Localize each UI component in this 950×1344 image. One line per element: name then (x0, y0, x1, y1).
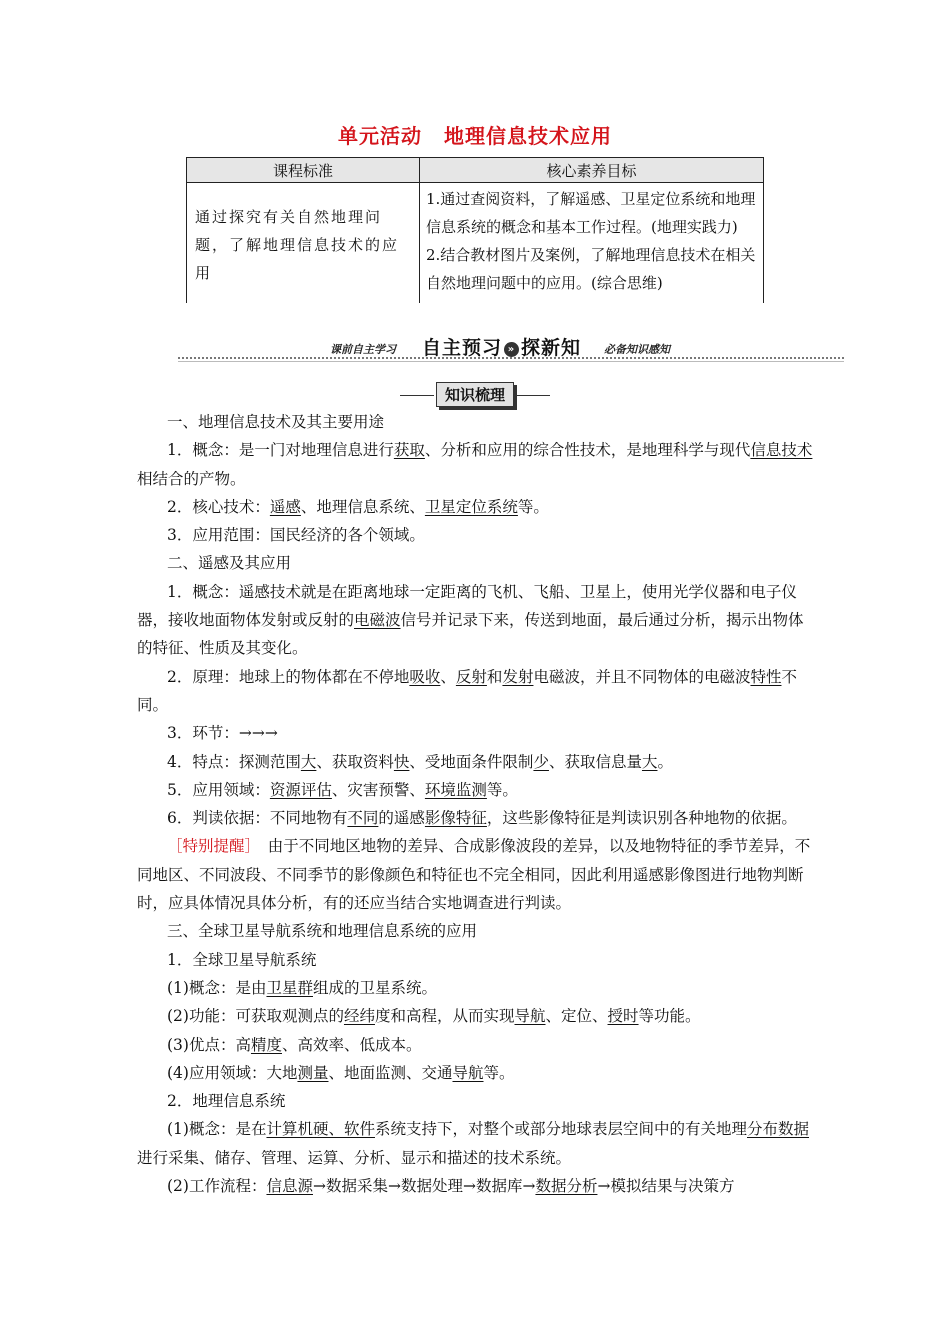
s2-concept: 1．概念：遥感技术就是在距离地球一定距离的飞机、飞船、卫星上，使用光学仪器和电子仪器，接收地面物体发射或反射的电磁波信号并记录下来，传送到地面，最后通过分析，揭示出物体的特征、性质及其变化。 (137, 582, 804, 658)
reminder-text: 由于不同地区地物的差异、合成影像波段的差异，以及地物特征的季节差异，不同地区、不同波段、不同季节的影像颜色和特征也不完全相同，因此利用遥感影像图进行地物判断时，应具体情况具体分析，有的还应当结合实地调查进行判读。 (137, 837, 811, 913)
blank-answer: 信息源 (266, 1177, 313, 1196)
s1-scope: 3．应用范围：国民经济的各个领域。 (167, 526, 425, 545)
goals-cell (420, 183, 764, 304)
blank-answer: 计算机硬、软件 (266, 1120, 375, 1139)
knowledge-content (137, 408, 817, 1200)
blank-answer: 环境监测 (424, 780, 487, 799)
section-tag (0, 382, 950, 407)
s2-principle: 2．原理：地球上的物体都在不停地吸收、反射和发射电磁波，并且不同物体的电磁波特性不同。 (137, 667, 797, 714)
section-banner (178, 333, 844, 363)
s1-heading: 一、地理信息技术及其主要用途 (167, 413, 385, 431)
banner-title-left: 自主预习 (422, 337, 503, 359)
blank-answer: 影像特征 (424, 809, 487, 828)
blank-answer: 少 (533, 752, 549, 771)
blank-answer: 授时 (607, 1007, 639, 1026)
s3-heading: 三、全球卫星导航系统和地理信息系统的应用 (167, 922, 478, 941)
blank-answer: 大 (641, 752, 658, 771)
special-reminder (137, 832, 817, 917)
blank-answer: 导航 (514, 1007, 546, 1026)
gnss-concept: (1)概念：是由卫星群组成的卫星系统。 (167, 978, 437, 997)
s3-sub1: 1．全球卫星导航系统 (167, 950, 317, 969)
s2-steps: 3．环节：→→→ (167, 724, 278, 743)
blank-answer: 精度 (250, 1035, 282, 1054)
table-header-goals: 核心素养目标 (420, 158, 764, 183)
banner-title-right: 探新知 (521, 337, 582, 359)
blank-answer: 反射 (455, 667, 487, 686)
gis-concept: (1)概念：是在计算机硬、软件系统支持下，对整个或部分地球表层空间中的有关地理分布数据进行采集、储存、管理、运算、分析、显示和描述的技术系统。 (137, 1120, 810, 1167)
blank-answer: 分布数据 (747, 1120, 810, 1139)
reminder-label: ［特别提醒］ (167, 837, 253, 856)
banner-rule (178, 361, 844, 362)
tag-right-line (516, 395, 550, 396)
blank-answer: 信息技术 (750, 441, 813, 460)
blank-answer: 遥感 (269, 497, 301, 516)
standard-text: 通过探究有关自然地理问题，了解地理信息技术的应用 (187, 183, 420, 304)
title-part1: 单元活动 (338, 124, 422, 148)
goal-2: 2.结合教材图片及案例，了解地理信息技术在相关自然地理问题中的应用。(综合思维) (426, 246, 756, 292)
s2-heading: 二、遥感及其应用 (167, 554, 292, 573)
blank-answer: 经纬 (343, 1007, 375, 1026)
gnss-function: (2)功能：可获取观测点的经纬度和高程，从而实现导航、定位、授时等功能。 (167, 1007, 701, 1026)
tag-label: 知识梳理 (436, 382, 514, 407)
blank-answer: 特性 (750, 667, 782, 686)
blank-answer: 卫星群 (266, 978, 313, 997)
blank-answer: 获取 (393, 441, 425, 460)
gnss-advantages: (3)优点：高精度、高效率、低成本。 (167, 1035, 422, 1054)
goal-1: 1.通过查阅资料，了解遥感、卫星定位系统和地理信息系统的概念和基本工作过程。(地理实践力) (426, 190, 756, 236)
s1-concept: 1．概念：是一门对地理信息进行获取、分析和应用的综合性技术，是地理科学与现代信息技术相结合的产物。 (137, 441, 813, 488)
blank-answer: 电磁波 (354, 611, 401, 630)
s2-features: 4．特点：探测范围大、获取资料快、受地面条件限制少、获取信息量大。 (167, 752, 673, 771)
blank-answer: 数据分析 (535, 1177, 598, 1196)
tag-left-line (400, 395, 434, 396)
gnss-applications: (4)应用领域：大地测量、地面监测、交通导航等。 (167, 1063, 515, 1082)
blank-answer: 大 (300, 752, 317, 771)
blank-answer: 卫星定位系统 (424, 497, 518, 516)
blank-answer: 发射 (502, 667, 534, 686)
s2-interpretation: 6．判读依据：不同地物有不同的遥感影像特征，这些影像特征是判读识别各种地物的依据。 (167, 809, 797, 828)
gis-workflow: (2)工作流程：信息源→数据采集→数据处理→数据库→数据分析→模拟结果与决策方 (167, 1177, 735, 1196)
blank-answer: 吸收 (409, 667, 441, 686)
double-arrow-icon: » (504, 342, 519, 357)
banner-right-caption: 必备知识感知 (604, 343, 670, 356)
blank-answer: 不同 (347, 809, 379, 828)
s2-applications: 5．应用领域：资源评估、灾害预警、环境监测等。 (167, 780, 518, 799)
blank-answer: 测量 (297, 1063, 329, 1082)
banner-title (422, 333, 581, 360)
s3-sub2: 2．地理信息系统 (167, 1092, 286, 1111)
banner-left-caption: 课前自主学习 (330, 343, 396, 356)
table-header-standard: 课程标准 (187, 158, 420, 183)
blank-answer: 资源评估 (269, 780, 332, 799)
s1-core-tech: 2．核心技术：遥感、地理信息系统、卫星定位系统等。 (167, 497, 549, 516)
title-part2: 地理信息技术应用 (444, 124, 612, 148)
curriculum-standards-table (186, 157, 764, 303)
blank-answer: 快 (393, 752, 410, 771)
blank-answer: 导航 (452, 1063, 484, 1082)
page-title (0, 120, 950, 149)
